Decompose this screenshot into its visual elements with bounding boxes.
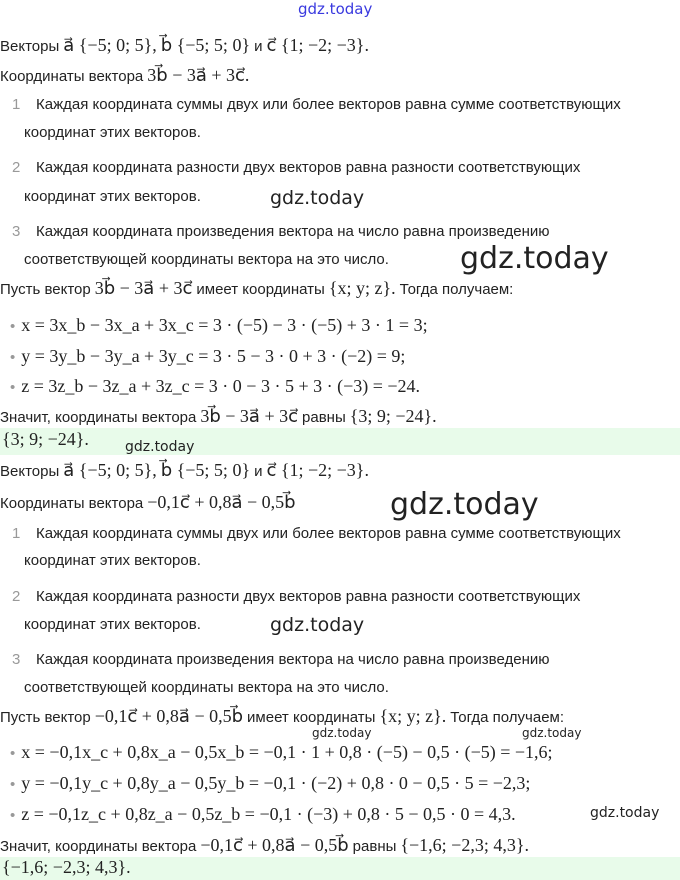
rule-item bbox=[0, 158, 584, 178]
target-expression: 3b⃗ − 3a⃗ + 3c⃗. bbox=[147, 65, 250, 85]
equation: y = −0,1y_c + 0,8y_a − 0,5y_b = −0,1 · (−2) + 0,8 · 0 − 0,5 · 5 = −2,3; bbox=[21, 773, 531, 793]
and-word: и bbox=[254, 463, 263, 480]
rule-item-continued bbox=[24, 123, 205, 143]
let-suffix: Тогда получаем: bbox=[450, 709, 565, 726]
conclusion-mid: равны bbox=[352, 838, 397, 855]
bullet-icon: • bbox=[10, 318, 16, 335]
rule-text: координат этих векторов. bbox=[24, 124, 201, 141]
vector-b: b⃗ {−5; 5; 0} bbox=[160, 460, 251, 480]
and-word: и bbox=[254, 38, 263, 55]
rule-item bbox=[0, 95, 625, 115]
given-label: Векторы bbox=[0, 463, 60, 480]
conclusion-prefix: Значит, координаты вектора bbox=[0, 838, 197, 855]
conclusion bbox=[0, 835, 533, 857]
conclusion-value: {−1,6; −2,3; 4,3}. bbox=[400, 835, 529, 855]
watermark-text: gdz.today bbox=[460, 241, 609, 276]
answer-band bbox=[0, 428, 680, 455]
watermark-text: gdz.today bbox=[312, 726, 372, 740]
let-coordinates: {x; y; z}. bbox=[328, 278, 396, 298]
vector-a: a⃗ {−5; 0; 5}, bbox=[63, 35, 157, 55]
vector-b: b⃗ {−5; 5; 0} bbox=[160, 35, 251, 55]
bullet-icon: • bbox=[10, 776, 16, 793]
rule-item-continued bbox=[24, 250, 393, 270]
target-expression: −0,1c⃗ + 0,8a⃗ − 0,5b⃗ bbox=[147, 492, 296, 512]
watermark-text: gdz.today bbox=[270, 614, 365, 636]
equation-item bbox=[0, 804, 520, 826]
let-expression: −0,1c⃗ + 0,8a⃗ − 0,5b⃗ bbox=[94, 706, 244, 726]
rule-item-continued bbox=[24, 187, 205, 207]
conclusion-expression: −0,1c⃗ + 0,8a⃗ − 0,5b⃗ bbox=[200, 835, 349, 855]
equation: y = 3y_b − 3y_a + 3y_c = 3 · 5 − 3 · 0 + 3 · (−2) = 9; bbox=[21, 346, 406, 366]
given-vectors bbox=[0, 460, 373, 482]
rule-text: Каждая координата суммы двух или более векторов равна сумме соответствующих bbox=[36, 96, 621, 113]
rule-number: 2 bbox=[12, 159, 21, 176]
rule-item-continued bbox=[24, 678, 393, 698]
task-statement bbox=[0, 65, 253, 87]
vector-c: c⃗ {1; −2; −3}. bbox=[266, 35, 369, 55]
rule-text: соответствующей координаты вектора на это число. bbox=[24, 251, 389, 268]
rule-text: Каждая координата разности двух векторов равна разности соответствующих bbox=[36, 159, 581, 176]
equation: z = −0,1z_c + 0,8z_a − 0,5z_b = −0,1 · (−3) + 0,8 · 5 − 0,5 · 0 = 4,3. bbox=[21, 804, 516, 824]
rule-text: Каждая координата разности двух векторов равна разности соответствующих bbox=[36, 588, 581, 605]
given-label: Векторы bbox=[0, 38, 60, 55]
let-expression: 3b⃗ − 3a⃗ + 3c⃗ bbox=[94, 278, 193, 298]
rule-number: 1 bbox=[12, 525, 21, 542]
let-prefix: Пусть вектор bbox=[0, 709, 91, 726]
rule-item bbox=[0, 524, 625, 544]
let-statement bbox=[0, 278, 517, 300]
rule-item-continued bbox=[24, 615, 205, 635]
target-label: Координаты вектора bbox=[0, 68, 144, 85]
equation-item bbox=[0, 376, 424, 398]
watermark-text: gdz.today bbox=[390, 487, 539, 522]
let-mid: имеет координаты bbox=[196, 281, 325, 298]
watermark-text: gdz.today bbox=[125, 439, 195, 455]
given-vectors bbox=[0, 35, 373, 57]
let-coordinates: {x; y; z}. bbox=[379, 706, 447, 726]
vector-a: a⃗ {−5; 0; 5}, bbox=[63, 460, 157, 480]
answer: {−1,6; −2,3; 4,3}. bbox=[2, 857, 131, 877]
equation-item bbox=[0, 773, 534, 795]
let-mid: имеет координаты bbox=[247, 709, 376, 726]
rule-number: 1 bbox=[12, 96, 21, 113]
rule-number: 3 bbox=[12, 651, 21, 668]
let-suffix: Тогда получаем: bbox=[399, 281, 514, 298]
vector-c: c⃗ {1; −2; −3}. bbox=[266, 460, 369, 480]
task-statement bbox=[0, 492, 300, 514]
target-label: Координаты вектора bbox=[0, 495, 144, 512]
conclusion bbox=[0, 406, 441, 428]
bullet-icon: • bbox=[10, 379, 16, 396]
rule-text: Каждая координата произведения вектора на число равна произведению bbox=[36, 651, 550, 668]
watermark-text: gdz.today bbox=[590, 805, 660, 821]
watermark-text: gdz.today bbox=[270, 187, 365, 209]
equation: x = −0,1x_c + 0,8x_a − 0,5x_b = −0,1 · 1 + 0,8 · (−5) − 0,5 · (−5) = −1,6; bbox=[21, 742, 553, 762]
rule-text: соответствующей координаты вектора на это число. bbox=[24, 679, 389, 696]
rule-item bbox=[0, 587, 584, 607]
conclusion-mid: равны bbox=[302, 409, 346, 426]
rule-number: 2 bbox=[12, 588, 21, 605]
conclusion-expression: 3b⃗ − 3a⃗ + 3c⃗ bbox=[200, 406, 299, 426]
conclusion-prefix: Значит, координаты вектора bbox=[0, 409, 197, 426]
rule-item bbox=[0, 222, 554, 242]
equation: x = 3x_b − 3x_a + 3x_c = 3 · (−5) − 3 · (−5) + 3 · 1 = 3; bbox=[21, 315, 428, 335]
rule-text: Каждая координата произведения вектора на число равна произведению bbox=[36, 223, 550, 240]
rule-number: 3 bbox=[12, 223, 21, 240]
bullet-icon: • bbox=[10, 807, 16, 824]
watermark-text: gdz.today bbox=[298, 0, 373, 18]
let-statement bbox=[0, 706, 568, 728]
rule-text: Каждая координата суммы двух или более векторов равна сумме соответствующих bbox=[36, 525, 621, 542]
rule-text: координат этих векторов. bbox=[24, 188, 201, 205]
answer: {3; 9; −24}. bbox=[2, 429, 89, 449]
bullet-icon: • bbox=[10, 745, 16, 762]
equation-item bbox=[0, 346, 409, 368]
rule-item bbox=[0, 650, 554, 670]
rule-text: координат этих векторов. bbox=[24, 616, 201, 633]
equation-item bbox=[0, 315, 432, 337]
conclusion-value: {3; 9; −24}. bbox=[349, 406, 437, 426]
watermark-text: gdz.today bbox=[522, 726, 582, 740]
bullet-icon: • bbox=[10, 349, 16, 366]
rule-item-continued bbox=[24, 551, 205, 571]
equation: z = 3z_b − 3z_a + 3z_c = 3 · 0 − 3 · 5 + 3 · (−3) = −24. bbox=[21, 376, 421, 396]
rule-text: координат этих векторов. bbox=[24, 552, 201, 569]
equation-item bbox=[0, 742, 557, 764]
let-prefix: Пусть вектор bbox=[0, 281, 91, 298]
